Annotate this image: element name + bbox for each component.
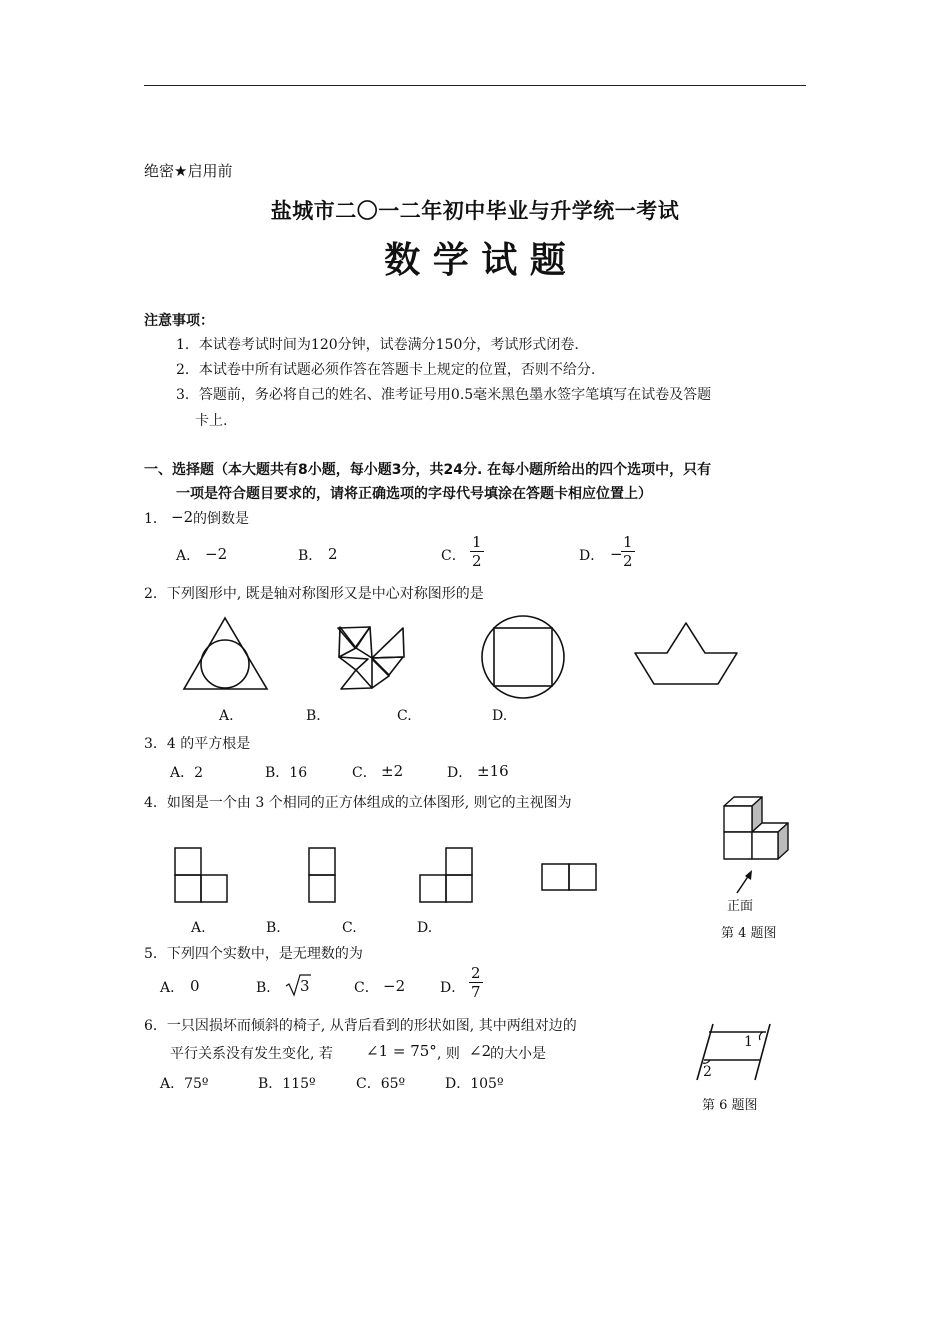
fraction-numerator: 1 [472, 533, 482, 551]
q1-d-sign: − [610, 545, 623, 563]
q6-option-b: B．115º [258, 1076, 316, 1092]
q1-d-label: D． [579, 548, 605, 564]
q1-c-label: C． [441, 548, 466, 564]
q3-option-a: A．2 [170, 765, 204, 781]
q4-front-label: 正面 [727, 899, 754, 914]
q6-stem-line2: 平行关系没有发生变化, 若 [170, 1046, 333, 1062]
q6-fig-label-2: 2 [703, 1064, 712, 1080]
q5-b-value: 3 [300, 977, 310, 995]
q3-c-value: ±2 [381, 762, 404, 780]
q2-label-a: A. [219, 708, 234, 724]
fraction-numerator: 2 [471, 964, 481, 982]
q1-b-label: B． [298, 548, 323, 564]
q2-label-b: B. [306, 708, 321, 724]
q3-stem: 3．4 的平方根是 [144, 736, 251, 752]
q5-c-value: −2 [383, 977, 406, 995]
q6-stem-mid: , 则 [437, 1046, 460, 1062]
q6-caption: 第 6 题图 [702, 1098, 758, 1113]
q1-b-value: 2 [328, 545, 338, 563]
q6-option-a: A．75º [160, 1076, 209, 1092]
q6-option-c: C．65º [356, 1076, 406, 1092]
q3-d-value: ±16 [477, 762, 509, 780]
q4-caption: 第 4 题图 [721, 926, 777, 941]
q4-stem: 4．如图是一个由 3 个相同的正方体组成的立体图形, 则它的主视图为 [144, 795, 572, 811]
note-item: 3．答题前，务必将自己的姓名、准考证号用0.5毫米黑色墨水签字笔填写在试卷及答题 [176, 387, 712, 403]
q5-stem: 5．下列四个实数中，是无理数的为 [144, 946, 363, 962]
notes-heading: 注意事项： [144, 313, 214, 329]
q4-label-d: D. [417, 920, 433, 936]
section-heading-cont: 一项是符合题目要求的，请将正确选项的字母代号填涂在答题卡相应位置上） [176, 486, 652, 502]
q6-angle-expr: ∠1 = 75° [366, 1042, 437, 1060]
section-heading: 一、选择题（本大题共有8小题，每小题3分，共24分. 在每小题所给出的四个选项中，只有 [144, 462, 712, 478]
fraction-denominator: 7 [471, 983, 481, 1001]
q6-angle2: ∠2 [469, 1042, 492, 1060]
q1-a-label: A． [176, 548, 201, 564]
q6-stem-line1: 6．一只因损坏而倾斜的椅子, 从背后看到的形状如图, 其中两组对边的 [144, 1018, 577, 1034]
q5-a-label: A． [160, 980, 185, 996]
q4-label-b: B. [266, 920, 281, 936]
q4-label-a: A. [191, 920, 206, 936]
fraction-denominator: 2 [623, 552, 633, 570]
q5-d-label: D． [440, 980, 466, 996]
q5-b-label: B． [256, 980, 281, 996]
q1-expr: −2 [171, 508, 194, 526]
q4-label-c: C. [342, 920, 357, 936]
q1-a-value: −2 [205, 545, 228, 563]
q3-option-b: B．16 [265, 765, 308, 781]
q2-label-d: D. [492, 708, 508, 724]
q6-option-d: D．105º [445, 1076, 504, 1092]
secret-label: 绝密★启用前 [144, 162, 233, 180]
q6-stem-end: 的大小是 [490, 1046, 546, 1062]
note-item: 1．本试卷考试时间为120分钟，试卷满分150分，考试形式闭卷. [176, 337, 579, 353]
q3-c-label: C． [352, 765, 377, 781]
fraction-numerator: 1 [623, 533, 633, 551]
q5-c-label: C． [354, 980, 379, 996]
q2-label-c: C. [397, 708, 412, 724]
q1-number: 1． [144, 511, 167, 527]
subject-title: 数 学 试 题 [384, 239, 566, 281]
exam-title: 盐城市二〇一二年初中毕业与升学统一考试 [270, 199, 680, 223]
fraction-denominator: 2 [472, 552, 482, 570]
note-item: 卡上. [195, 413, 228, 429]
q3-d-label: D． [447, 765, 473, 781]
q1-stem: 的倒数是 [193, 511, 249, 527]
q6-fig-label-1: 1 [744, 1034, 753, 1050]
q2-stem: 2．下列图形中, 既是轴对称图形又是中心对称图形的是 [144, 586, 484, 602]
q5-a-value: 0 [190, 977, 200, 995]
note-item: 2．本试卷中所有试题必须作答在答题卡上规定的位置，否则不给分. [176, 362, 596, 378]
